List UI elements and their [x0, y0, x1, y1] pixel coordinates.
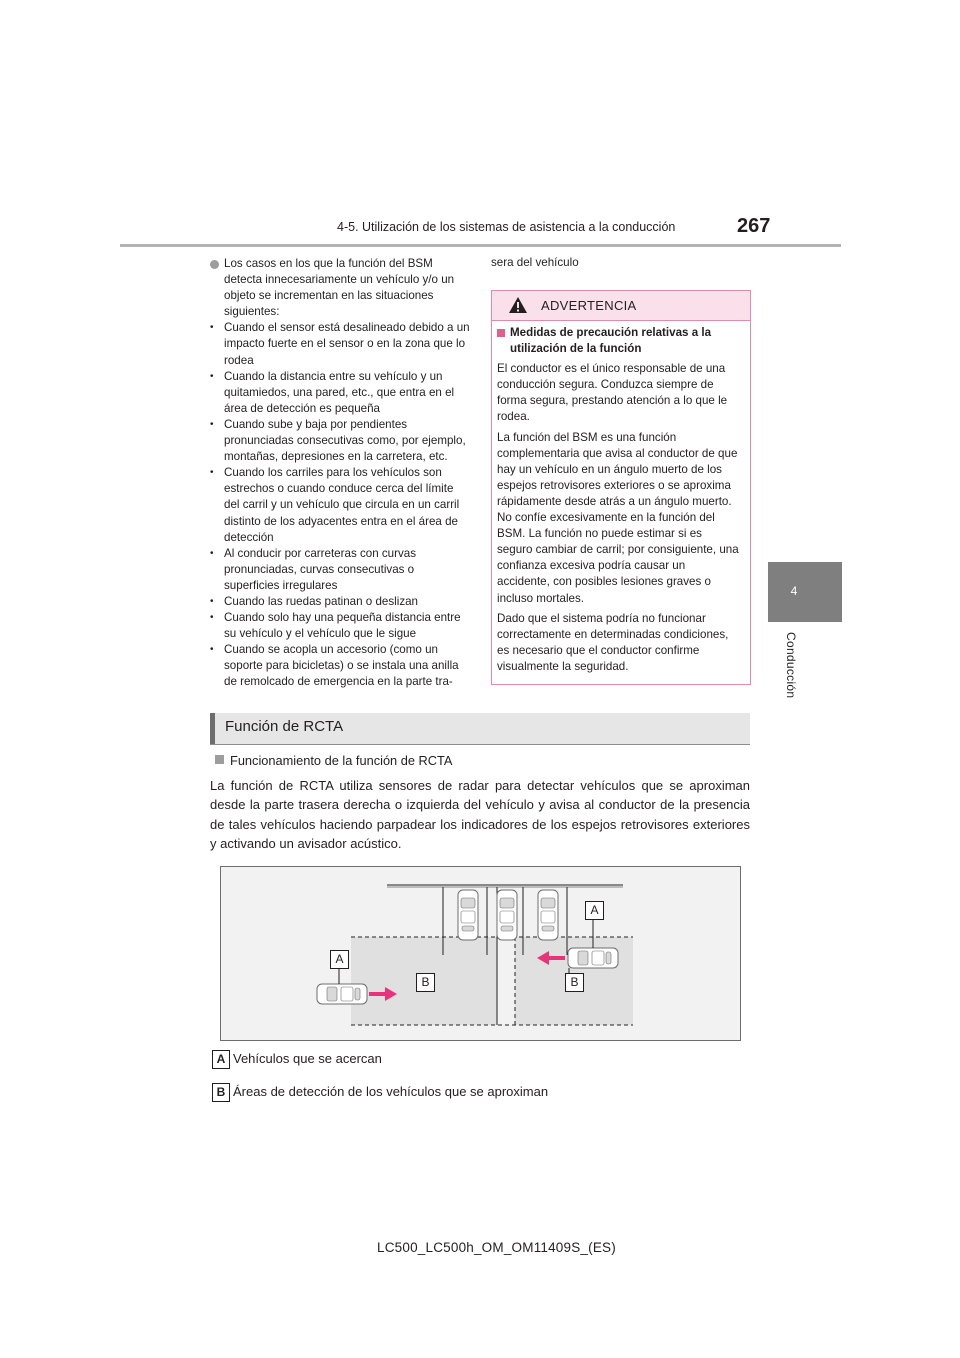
warning-box	[491, 290, 751, 685]
header-rule	[120, 244, 841, 247]
page-number: 267	[737, 215, 771, 237]
list-item: • Cuando los carriles para los vehículos son estrechos o cuando conduce cerca del límite del carril y un vehículo que circula en un carril distinto de los adyacentes entra en el área de detección	[210, 465, 472, 545]
warning-paragraph: La función del BSM es una función complementaria que avisa al conductor de que hay un vehículo en un ángulo muerto de los espejos retrovisores exteriores o se aproxima rápidamente desde atrás a un ángulo muerto. No confíe excesivamente en la función del BSM. La función no puede estimar si es seguro cambiar de carril; por consiguiente, una confianza excesiva podría causar un accidente, con posibles lesiones graves o incluso mortales.	[497, 430, 739, 605]
section-title-bar	[210, 713, 750, 745]
marker-a-left: A	[330, 950, 349, 969]
legend-text: Áreas de detección de los vehículos que se aproximan	[233, 1084, 549, 1099]
marker-a-right: A	[585, 901, 604, 920]
marker-b-right: B	[565, 973, 584, 992]
warning-paragraph: Dado que el sistema podría no funcionar correctamente en determinadas condiciones, es necesario que el conductor confirme visualmente la seguridad.	[497, 611, 729, 673]
approaching-car-right	[568, 948, 618, 968]
legend-badge: A	[212, 1050, 230, 1069]
chapter-tab-number: 4	[790, 584, 798, 598]
chapter-tab	[768, 562, 842, 622]
list-item: • Cuando el sensor está desalineado debido a un impacto fuerte en el sensor o en la zona que lo rodea	[210, 320, 472, 368]
subheading	[215, 753, 452, 768]
warning-paragraph: El conductor es el único responsable de una conducción segura. Conduzca siempre de forma segura, prestando atención a lo que le rodea.	[497, 362, 728, 424]
warning-title: ADVERTENCIA	[541, 298, 637, 313]
warning-subtitle-text: Medidas de precaución relativas a la utilización de la función	[510, 326, 712, 356]
approaching-car-left	[317, 984, 367, 1004]
list-item: • Cuando solo hay una pequeña distancia entre su vehículo y el vehículo que le sigue	[210, 610, 472, 642]
rcta-diagram	[220, 866, 741, 1041]
warning-triangle-icon	[508, 296, 528, 319]
section-accent	[210, 713, 215, 744]
warning-header	[492, 291, 750, 321]
warning-body	[492, 321, 750, 675]
intro-text: Los casos en los que la función del BSM detecta innecesariamente un vehículo y/o un objeto se incrementan en las situaciones siguientes:	[224, 257, 455, 319]
body-paragraph: La función de RCTA utiliza sensores de radar para detectar vehículos que se aproximan desde la parte trasera derecha o izquierda del vehículo y avisa al conductor de la presencia de tales vehículos haciendo parpadear los indicadores de los espejos retrovisores exteriores y activando un avisador acústico.	[210, 778, 750, 852]
parked-car-2	[538, 890, 558, 940]
header-section-title: 4-5. Utilización de los sistemas de asistencia a la conducción	[337, 220, 676, 234]
rcta-diagram-illustration	[221, 867, 740, 1040]
warning-subtitle	[497, 325, 740, 357]
intro-paragraph	[210, 256, 472, 320]
list-item: • Cuando sube y baja por pendientes pronunciadas consecutivas como, por ejemplo, montañas, depresiones en la carretera, etc.	[210, 417, 472, 465]
list-item: • Cuando las ruedas patinan o deslizan	[210, 594, 472, 610]
legend-badge: B	[212, 1083, 230, 1102]
list-item: • Al conducir por carreteras con curvas pronunciadas, curvas consecutivas o superficies irregulares	[210, 546, 472, 594]
chapter-tab-label: Conducción	[784, 632, 798, 699]
square-bullet-icon	[215, 755, 224, 764]
section-title: Función de RCTA	[225, 718, 344, 735]
continuation-text: sera del vehículo	[491, 256, 579, 269]
square-bullet-icon	[497, 329, 505, 337]
bullet-dot-icon	[210, 260, 219, 269]
footer-code: LC500_LC500h_OM_OM11409S_(ES)	[377, 1240, 616, 1255]
left-column	[210, 256, 472, 691]
list-item: • Cuando la distancia entre su vehículo y un quitamiedos, una pared, etc., que entra en el área de detección es pequeña	[210, 369, 472, 417]
legend-text: Vehículos que se acercan	[233, 1051, 382, 1066]
list-item: • Cuando se acopla un accesorio (como un soporte para bicicletas) o se instala una anilla de remolcado de emergencia en la parte tra-	[210, 642, 472, 690]
own-vehicle	[497, 890, 517, 940]
subheading-text: Funcionamiento de la función de RCTA	[230, 753, 453, 768]
parked-car-1	[458, 890, 478, 940]
marker-b-left: B	[416, 973, 435, 992]
